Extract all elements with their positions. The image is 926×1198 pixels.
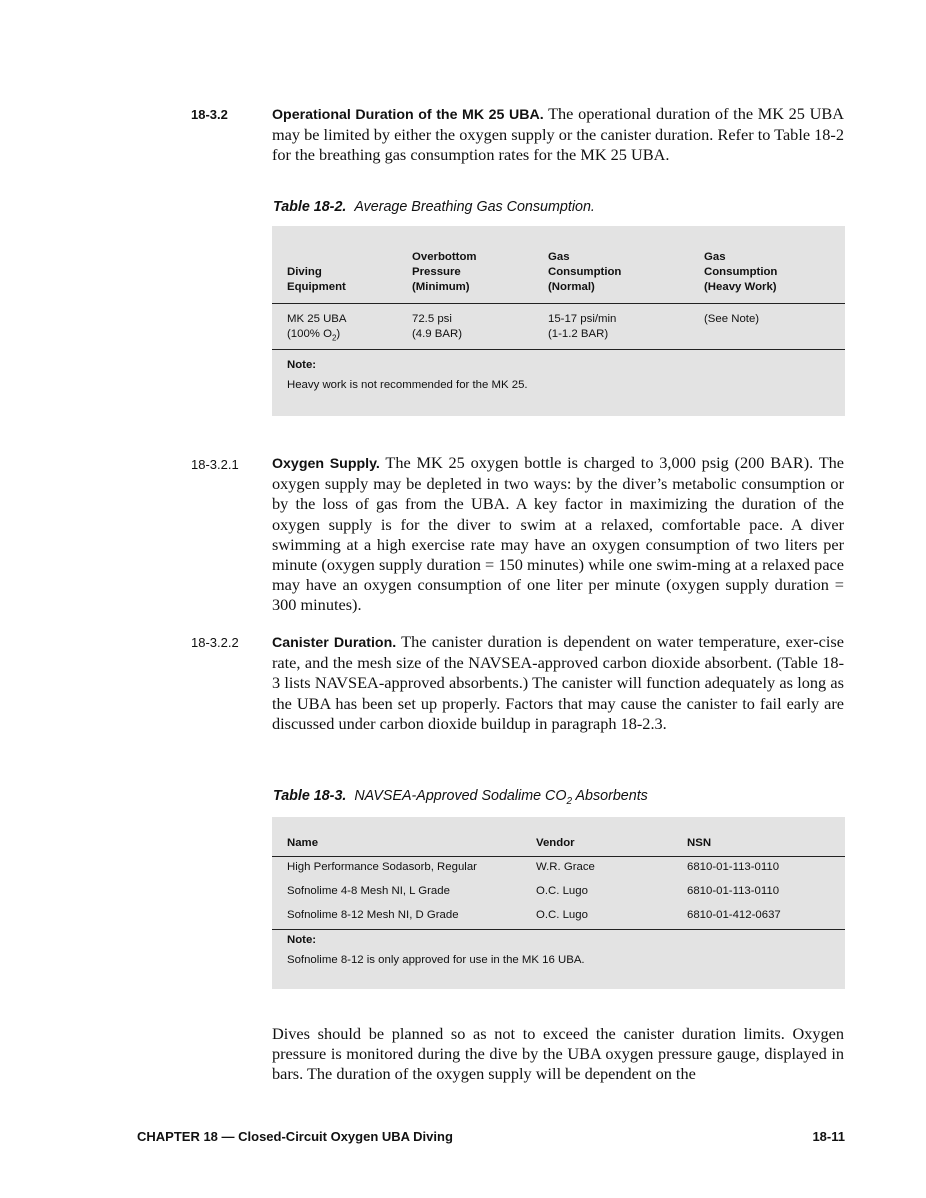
section-paragraph (272, 453, 844, 616)
footer-page-number: 18-11 (812, 1129, 845, 1144)
table-row-2-name: Sofnolime 4-8 Mesh NI, L Grade (287, 885, 450, 897)
cell-pressure: 72.5 psi (4.9 BAR) (412, 313, 463, 340)
table-caption (273, 788, 648, 807)
section-body: The MK 25 oxygen bottle is charged to 3,000 psig (200 BAR). The oxygen supply may be depleted in two ways: by the diver’s metabolic consumption or by the loss of gas from the UBA. A key factor in maximizing the duration of the oxygen supply is for the diver to swim at a relaxed, comfortable pace. A diver swimming at a high exercise rate may have an oxygen consumption of two liters per minute (oxygen supply duration = 150 minutes) while one swim-ming at a relaxed pace may have an oxygen consumption of one liter per minute (oxygen supply duration = 300 minutes). (272, 453, 845, 615)
table-18-3 (272, 817, 845, 989)
header-diving-equipment: Diving Equipment (287, 266, 346, 293)
table-row-1-nsn: 6810-01-113-0110 (687, 861, 780, 873)
table-note-text: Heavy work is not recommended for the MK 25. (287, 379, 528, 391)
section-body: The operational duration of the MK 25 UBA may be limited by either the oxygen supply or the canister duration. Refer to Table 18-2 for the breathing gas consumption rates for the MK 25 UBA. (272, 104, 844, 165)
header-gas-consumption-heavy: Gas Consumption (Heavy Work) (704, 251, 778, 293)
table-header-rule (272, 303, 845, 304)
section-paragraph (272, 104, 844, 166)
section-paragraph (272, 632, 844, 734)
table-title: NAVSEA-Approved Sodalime $CO_2$ Absorbents (354, 788, 648, 807)
table-row-1-vendor: W.R. Grace (536, 861, 595, 873)
table-row-2-vendor: O.C. Lugo (536, 885, 588, 897)
table-row-2-nsn: 6810-01-113-0110 (687, 885, 780, 897)
section-number: 18-3.2 (191, 107, 228, 122)
table-row-3-vendor: O.C. Lugo (536, 909, 588, 921)
section-body: The canister duration is dependent on water temperature, exer-cise rate, and the mesh size of the NAVSEA-approved carbon dioxide absorbent. (Table 18-3 lists NAVSEA-approved absorbents.) The canister will function adequately as long as the UBA has been set up properly. Factors that may cause the canister to fail early are discussed under carbon dioxide buildup in paragraph 18-2.3. (272, 632, 844, 733)
table-label: Table 18-2. (273, 199, 347, 215)
table-label: Table 18-3. (273, 788, 347, 804)
table-header-rule (272, 856, 845, 857)
header-gas-consumption-normal: Gas Consumption (Normal) (548, 251, 622, 293)
header-name: Name (287, 837, 319, 849)
header-overbottom-pressure: Overbottom Pressure (Minimum) (412, 251, 477, 293)
table-note-rule (272, 929, 845, 930)
table-row-1-name: High Performance Sodasorb, Regular (287, 861, 477, 873)
table-note-label: Note: (287, 359, 317, 371)
section-number: 18-3.2.2 (191, 635, 239, 650)
table-note-text: Sofnolime 8-12 is only approved for use in the MK 16 UBA. (287, 954, 585, 966)
table-note-rule (272, 349, 845, 350)
table-title: Average Breathing Gas Consumption. (354, 199, 595, 215)
header-vendor: Vendor (536, 837, 575, 849)
table-row-3-name: Sofnolime 8-12 Mesh NI, D Grade (287, 909, 459, 921)
footer-chapter-title: CHAPTER 18 — Closed-Circuit Oxygen UBA Diving (137, 1129, 453, 1144)
header-nsn: NSN (687, 837, 712, 849)
section-number: 18-3.2.1 (191, 457, 239, 472)
closing-paragraph: Dives should be planned so as not to exceed the canister duration limits. Oxygen pressure is monitored during the dive by the UBA oxygen pressure gauge, displayed in bars. The duration of the oxygen supply will be dependent on the (272, 1024, 844, 1084)
table-note-label: Note: (287, 934, 317, 946)
cell-consumption-normal: 15-17 psi/min (1-1.2 BAR) (548, 313, 617, 340)
table-row-3-nsn: 6810-01-412-0637 (687, 909, 781, 921)
section-heading: Canister Duration. (272, 635, 397, 651)
section-heading: Operational Duration of the MK 25 UBA. (272, 107, 544, 123)
table-caption (273, 199, 595, 215)
section-heading: Oxygen Supply. (272, 456, 380, 472)
cell-equipment: MK 25 UBA (100% $O_2$) (287, 313, 347, 343)
cell-consumption-heavy: (See Note) (704, 313, 760, 325)
table-18-2 (272, 226, 845, 416)
